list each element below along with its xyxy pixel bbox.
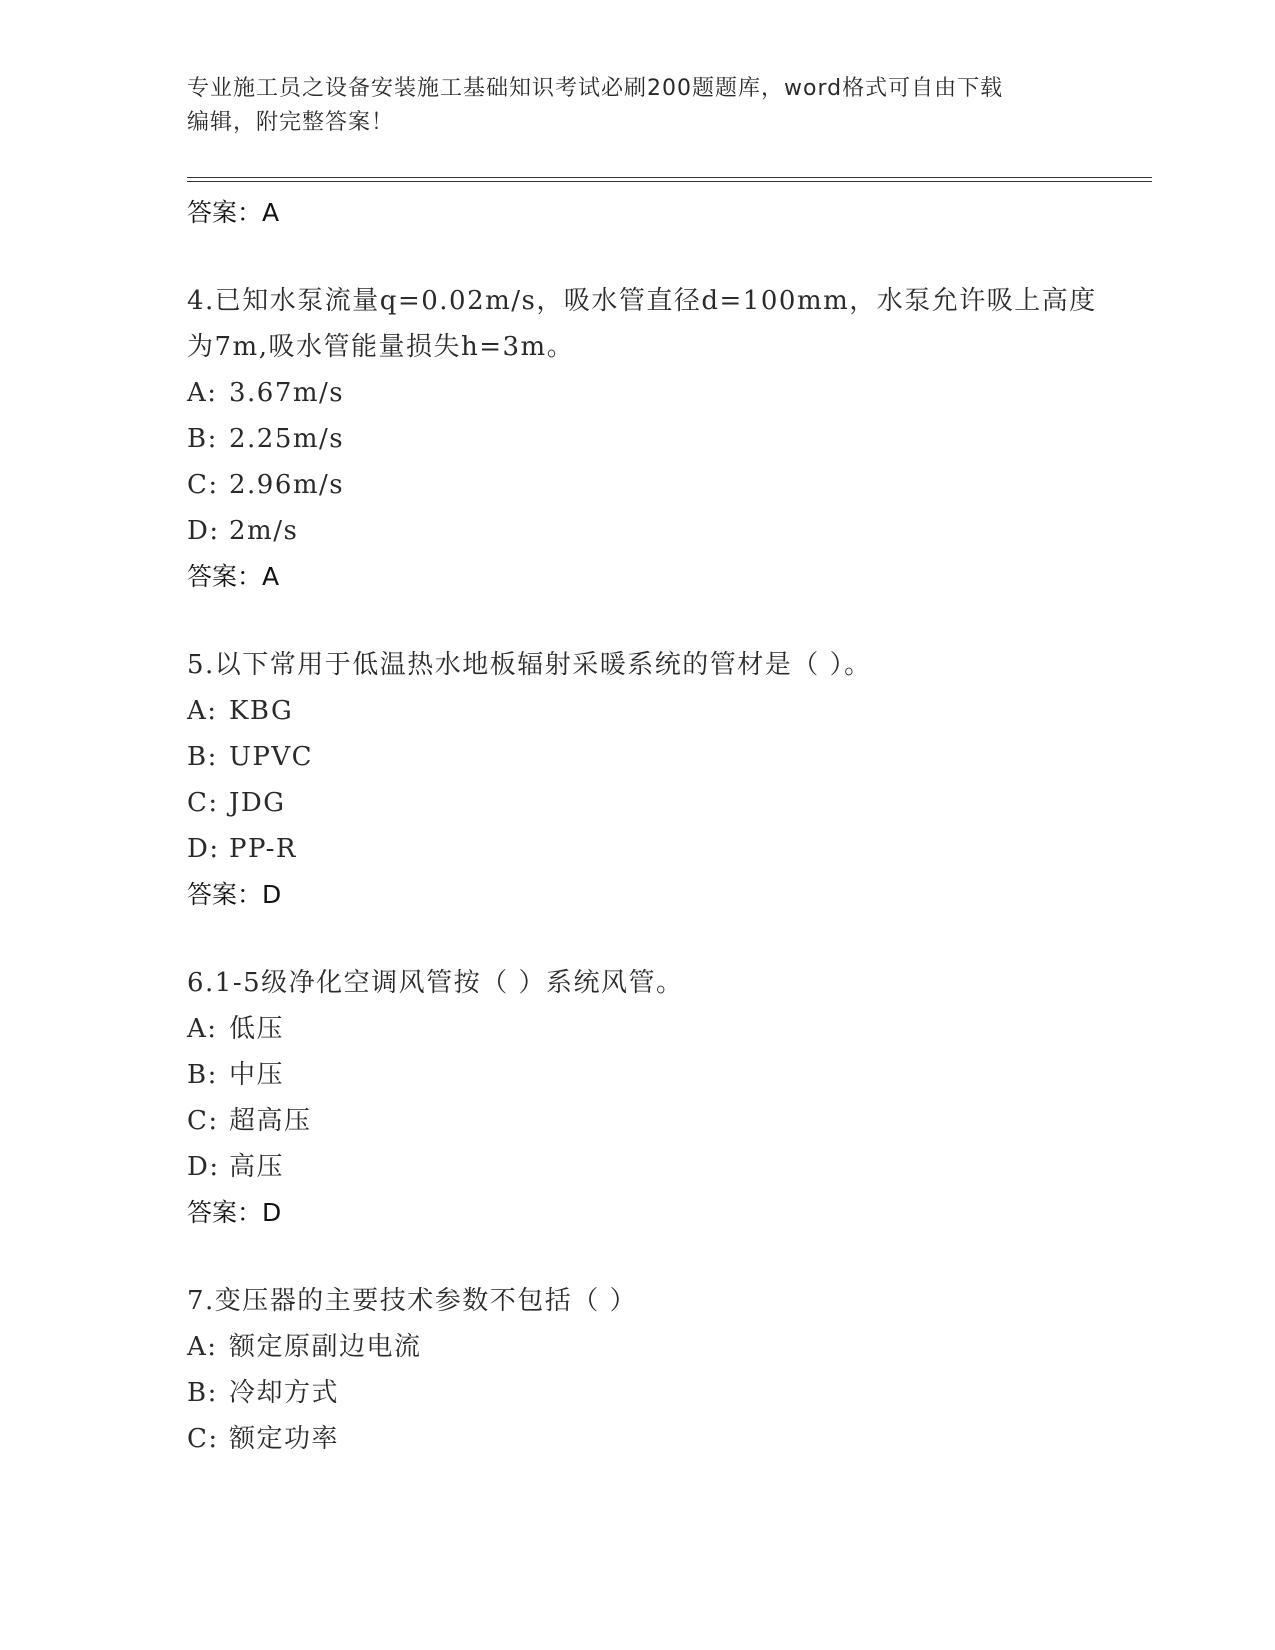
option-letter: B: (187, 1060, 218, 1090)
option-letter: A: (187, 1332, 218, 1362)
option-b (187, 416, 1147, 462)
question-text (187, 642, 1147, 688)
option-letter: B: (187, 424, 218, 454)
option-text: UPVC (229, 742, 314, 772)
option-c (187, 1416, 1147, 1462)
question-text (187, 278, 1147, 370)
option-letter: C: (187, 1106, 219, 1136)
option-letter: B: (187, 742, 218, 772)
spacer (187, 918, 1147, 960)
option-a (187, 1006, 1147, 1052)
question-text (187, 1278, 1147, 1324)
option-b (187, 734, 1147, 780)
option-text: JDG (229, 788, 286, 818)
option-text: 额定功率 (229, 1424, 340, 1454)
previous-answer: 答案：A (187, 198, 280, 227)
option-b (187, 1370, 1147, 1416)
question-6 (187, 960, 1147, 1236)
option-a (187, 1324, 1147, 1370)
option-letter: A: (187, 378, 218, 408)
option-a (187, 370, 1147, 416)
answer: 答案：D (187, 1198, 282, 1227)
header-divider (187, 177, 1152, 182)
question-4 (187, 278, 1147, 600)
question-5 (187, 642, 1147, 918)
spacer (187, 1236, 1147, 1278)
option-letter: C: (187, 1424, 219, 1454)
option-text: 额定原副边电流 (229, 1332, 422, 1362)
option-text: KBG (229, 696, 294, 726)
option-c (187, 780, 1147, 826)
option-text: 2.25m/s (229, 424, 345, 454)
option-text: 超高压 (229, 1106, 312, 1136)
option-a (187, 688, 1147, 734)
option-text: PP-R (229, 834, 297, 864)
option-text: 高压 (229, 1152, 285, 1182)
option-text: 中压 (229, 1060, 285, 1090)
option-d (187, 508, 1147, 554)
option-letter: D: (187, 516, 220, 546)
question-text-line-2: 为7m,吸水管能量损失h=3m。 (187, 332, 575, 362)
option-letter: C: (187, 470, 219, 500)
option-c (187, 462, 1147, 508)
spacer (187, 600, 1147, 642)
question-list (187, 190, 1147, 1462)
header-title-line-2: 编辑，附完整答案！ (187, 110, 395, 135)
option-text: 低压 (229, 1014, 285, 1044)
header-title-line-1: 专业施工员之设备安装施工基础知识考试必刷200题题库，word格式可自由下载 (187, 76, 1004, 101)
question-text (187, 960, 1147, 1006)
option-text: 2m/s (229, 516, 299, 546)
question-text-line-1: 6.1-5级净化空调风管按（ ）系统风管。 (187, 968, 684, 998)
answer: 答案：D (187, 880, 282, 909)
question-7 (187, 1278, 1147, 1462)
option-letter: A: (187, 1014, 218, 1044)
option-letter: B: (187, 1378, 218, 1408)
option-letter: D: (187, 834, 220, 864)
option-text: 冷却方式 (229, 1378, 340, 1408)
option-d (187, 1144, 1147, 1190)
spacer (187, 236, 1147, 278)
option-text: 3.67m/s (229, 378, 345, 408)
page-header (187, 72, 1087, 140)
answer: 答案：A (187, 562, 280, 591)
question-text-line-1: 7.变压器的主要技术参数不包括（ ） (187, 1286, 638, 1316)
option-d (187, 826, 1147, 872)
option-text: 2.96m/s (229, 470, 345, 500)
option-b (187, 1052, 1147, 1098)
option-c (187, 1098, 1147, 1144)
option-letter: C: (187, 788, 219, 818)
question-text-line-1: 4.已知水泵流量q=0.02m/s，吸水管直径d=100mm，水泵允许吸上高度 (187, 286, 1097, 316)
question-text-line-1: 5.以下常用于低温热水地板辐射采暖系统的管材是（ ）。 (187, 650, 872, 680)
option-letter: A: (187, 696, 218, 726)
option-letter: D: (187, 1152, 220, 1182)
